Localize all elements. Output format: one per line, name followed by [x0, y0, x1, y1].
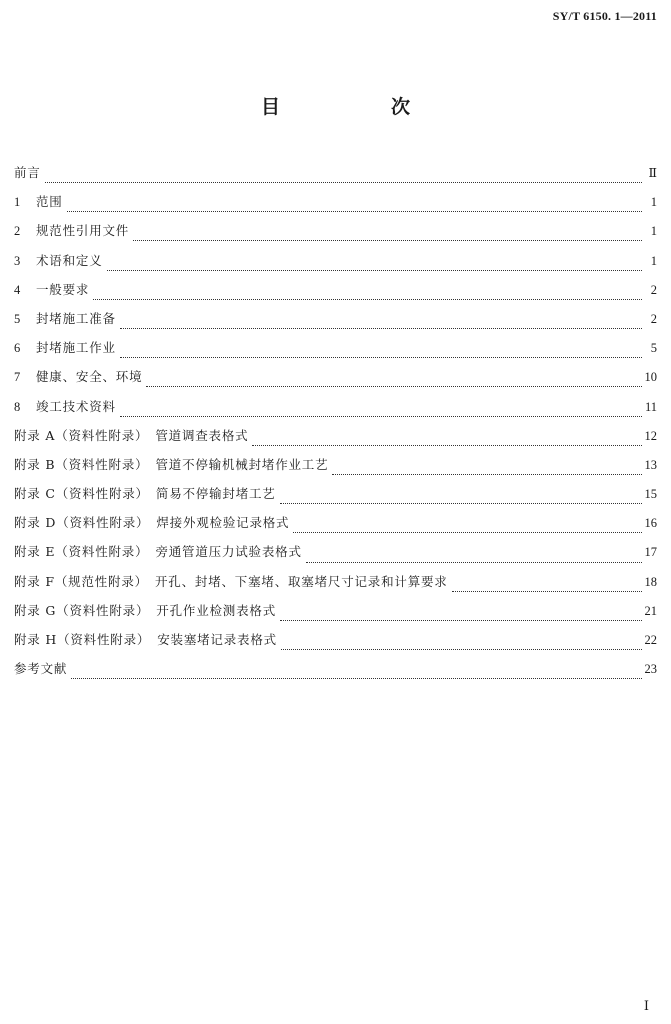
toc-entry-page: 18	[644, 574, 657, 589]
toc-entry[interactable]	[14, 631, 657, 660]
toc-entry[interactable]	[14, 543, 657, 572]
toc-leader-dots	[120, 416, 642, 417]
toc-entry-title: 前言	[14, 165, 41, 180]
toc-entry[interactable]	[14, 339, 657, 368]
toc-entry-page: 17	[644, 545, 657, 560]
toc-entry[interactable]	[14, 252, 657, 281]
toc-entry-title: 参考文献	[14, 661, 68, 677]
toc-entry-title: 封堵施工作业	[36, 340, 116, 356]
toc-entry-number: 1	[14, 195, 21, 210]
toc-entry-page: 1	[650, 253, 657, 268]
toc-entry-number: 5	[14, 311, 21, 326]
toc-entry[interactable]	[14, 485, 657, 514]
toc-entry-page: Ⅱ	[648, 166, 657, 180]
toc-leader-dots	[71, 678, 641, 679]
toc-leader-dots	[120, 328, 642, 329]
toc-entry-title: 附录 H（资料性附录） 安装塞堵记录表格式	[14, 632, 277, 647]
toc-leader-dots	[107, 270, 642, 271]
toc-entry-number: 7	[14, 370, 21, 385]
toc-entry-number: 6	[14, 341, 21, 356]
table-of-contents	[14, 164, 657, 689]
toc-entry-title: 附录 D（资料性附录） 焊接外观检验记录格式	[14, 515, 290, 531]
toc-entry-title: 术语和定义	[36, 252, 103, 268]
toc-leader-dots	[45, 182, 642, 183]
toc-entry[interactable]	[14, 398, 657, 427]
toc-leader-dots	[133, 240, 642, 241]
toc-entry[interactable]	[14, 222, 657, 251]
toc-entry[interactable]	[14, 164, 657, 193]
toc-leader-dots	[67, 211, 642, 212]
standard-code: SY/T 6150. 1—2011	[552, 9, 657, 23]
toc-entry-number: 2	[14, 224, 21, 239]
toc-leader-dots	[252, 445, 641, 446]
toc-entry-title: 封堵施工准备	[36, 310, 116, 326]
toc-entry-page: 16	[644, 516, 657, 531]
toc-entry-number: 3	[14, 253, 21, 268]
toc-entry[interactable]	[14, 427, 657, 456]
toc-entry-title: 规范性引用文件	[36, 223, 130, 239]
page-number: Ⅰ	[643, 998, 649, 1013]
toc-entry-title: 附录 C（资料性附录） 简易不停输封堵工艺	[14, 486, 276, 502]
toc-entry-page: 21	[644, 603, 657, 618]
toc-entry[interactable]	[14, 573, 657, 602]
toc-entry-title: 附录 F（规范性附录） 开孔、封堵、下塞堵、取塞堵尺寸记录和计算要求	[14, 573, 448, 589]
toc-entry-page: 11	[644, 399, 657, 414]
toc-entry-page: 23	[644, 662, 657, 677]
toc-entry-title: 一般要求	[36, 281, 90, 297]
toc-entry-page: 2	[650, 282, 657, 297]
toc-leader-dots	[120, 357, 642, 358]
toc-entry-page: 13	[644, 457, 657, 472]
toc-entry-number: 4	[14, 282, 21, 297]
toc-entry-number: 8	[14, 399, 21, 414]
toc-entry-title: 附录 A（资料性附录） 管道调查表格式	[14, 427, 249, 443]
toc-leader-dots	[452, 591, 642, 592]
toc-entry-page: 15	[644, 487, 657, 502]
toc-leader-dots	[281, 649, 642, 650]
toc-entry-title: 附录 E（资料性附录） 旁通管道压力试验表格式	[14, 544, 302, 560]
toc-entry-page: 10	[644, 370, 657, 385]
toc-leader-dots	[146, 386, 641, 387]
toc-entry-title: 附录 G（资料性附录） 开孔作业检测表格式	[14, 602, 277, 618]
toc-leader-dots	[332, 474, 641, 475]
toc-leader-dots	[280, 620, 641, 621]
toc-entry-title: 范围	[36, 194, 63, 210]
toc-entry-page: 22	[644, 633, 657, 647]
toc-entry-page: 1	[650, 224, 657, 239]
toc-leader-dots	[280, 503, 642, 504]
toc-entry[interactable]	[14, 310, 657, 339]
toc-entry-page: 1	[650, 195, 657, 210]
toc-leader-dots	[93, 299, 642, 300]
toc-leader-dots	[293, 532, 641, 533]
toc-entry-page: 5	[650, 341, 657, 356]
toc-entry[interactable]	[14, 660, 657, 689]
toc-entry-title: 附录 B（资料性附录） 管道不停输机械封堵作业工艺	[14, 456, 329, 472]
toc-entry[interactable]	[14, 514, 657, 543]
toc-entry-page: 12	[644, 428, 657, 443]
toc-entry[interactable]	[14, 193, 657, 222]
toc-entry[interactable]	[14, 602, 657, 631]
toc-entry[interactable]	[14, 456, 657, 485]
toc-entry-page: 2	[650, 311, 657, 326]
page-title: 目 次	[260, 96, 456, 118]
toc-entry-title: 健康、安全、环境	[36, 369, 143, 385]
toc-leader-dots	[306, 562, 642, 563]
toc-entry-title: 竣工技术资料	[36, 398, 116, 414]
toc-entry[interactable]	[14, 368, 657, 397]
toc-entry[interactable]	[14, 281, 657, 310]
